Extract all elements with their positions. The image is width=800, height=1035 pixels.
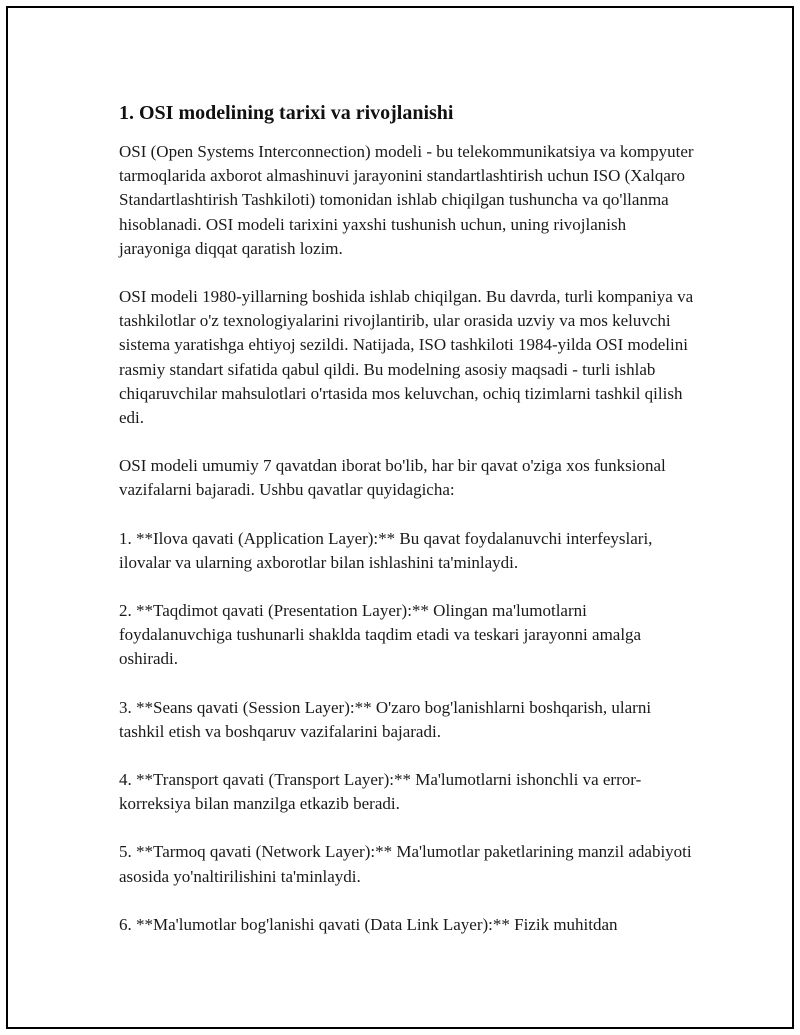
list-item-session-layer: 3. **Seans qavati (Session Layer):** O'zaro bog'lanishlarni boshqarish, ularni tashkil etish va boshqaruv vazifalarini bajaradi.: [119, 697, 652, 741]
paragraph-history: OSI modeli 1980-yillarning boshida ishlab chiqilgan. Bu davrda, turli kompaniya va tashkilotlar o'z texnologiyalarini rivojlantirib, ular orasida uzviy va mos keluvchi sistema yaratishga ehtiyoj sezildi. Natijada, ISO tashkiloti 1984-yilda OSI modelini rasmiy standart sifatida qabul qildi. Bu modelning asosiy maqsadi - turli ishlab chiqaruvchilar mahsulotlari o'rtasida mos keluvchan, ochiq tizimlarni tashkil qilish edi.: [119, 287, 694, 428]
list-item-data-link-layer: 6. **Ma'lumotlar bog'lanishi qavati (Data Link Layer):** Fizik muhitdan: [119, 914, 618, 934]
page-frame: [6, 6, 794, 1029]
list-item-presentation-layer: 2. **Taqdimot qavati (Presentation Layer):** Olingan ma'lumotlarni foydalanuvchiga tushunarli shaklda taqdim etadi va teskari jarayonni amalga oshiradi.: [119, 601, 642, 669]
list-item-transport-layer: 4. **Transport qavati (Transport Layer):** Ma'lumotlarni ishonchli va error-korreksiya bilan manzilga etkazib beradi.: [119, 770, 642, 814]
paragraph-layers-intro: OSI modeli umumiy 7 qavatdan iborat bo'lib, har bir qavat o'ziga xos funksional vazifalarni bajaradi. Ushbu qavatlar quyidagicha:: [119, 456, 666, 500]
list-item-network-layer: 5. **Tarmoq qavati (Network Layer):** Ma'lumotlar paketlarining manzil adabiyoti asosida yo'naltirilishini ta'minlaydi.: [119, 842, 692, 886]
section-heading: 1. OSI modelining tarixi va rivojlanishi: [119, 102, 454, 124]
paragraph-intro: OSI (Open Systems Interconnection) modeli - bu telekommunikatsiya va kompyuter tarmoqlarida axborot almashinuvi jarayonini standartlashtirish uchun ISO (Xalqaro Standartlashtirish Tashkiloti) tomonidan ishlab chiqilgan tushuncha va qo'llanma hisoblanadi. OSI modeli tarixini yaxshi tushunish uchun, uning rivojlanish jarayoniga diqqat qaratish lozim.: [119, 142, 694, 258]
document-body: [119, 100, 699, 961]
list-item-application-layer: 1. **Ilova qavati (Application Layer):** Bu qavat foydalanuvchi interfeyslari, ilovalar va ularning axborotlar bilan ishlashini ta'minlaydi.: [119, 528, 653, 572]
